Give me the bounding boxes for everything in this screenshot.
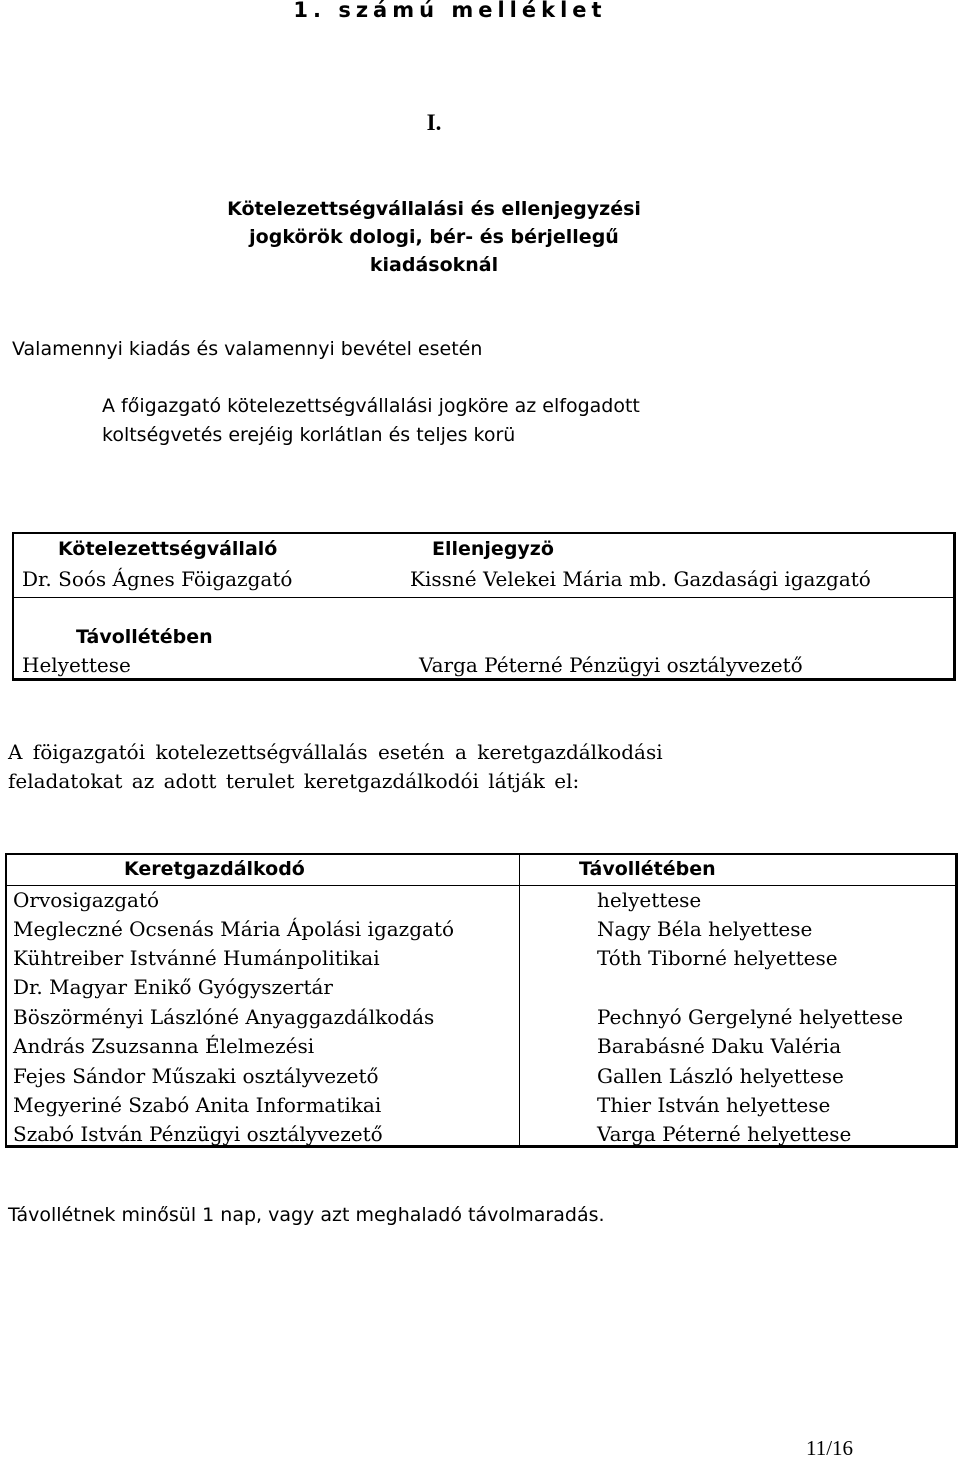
section-title [0, 195, 868, 279]
table-column-divider [519, 855, 520, 1145]
absence-definition: Távollétnek minősül 1 nap, vagy azt meghaladó távolmaradás. [8, 1204, 605, 1226]
table-cell-deputy: Varga Péterné helyettese [597, 1122, 852, 1146]
table-cell-manager: Orvosigazgató [13, 888, 160, 912]
table-cell-deputy: Tóth Tiborné helyettese [597, 946, 838, 970]
countersigner-name: Kissné Velekei Mária mb. Gazdasági igazgató [410, 567, 871, 591]
intro-line: Valamennyi kiadás és valamennyi bevétel esetén [12, 338, 483, 360]
table-cell-manager: Dr. Magyar Enikő Gyógyszertár [13, 975, 333, 999]
table-cell-deputy: helyettese [597, 888, 702, 912]
table-header-divider [7, 885, 955, 886]
page-number: 11/16 [806, 1436, 854, 1460]
table-cell-deputy: Thier István helyettese [597, 1093, 831, 1117]
table-cell-deputy: Nagy Béla helyettese [597, 917, 813, 941]
budget-managers-table [5, 853, 958, 1148]
title-line: jogkörök dologi, bér- és bérjellegű [249, 226, 619, 248]
annex-header: 1. számú melléklet [293, 0, 607, 22]
table-cell-deputy: Gallen László helyettese [597, 1064, 844, 1088]
absence-column-header: Távollétében [579, 858, 716, 880]
commitment-maker-name: Dr. Soós Ágnes Föigazgató [22, 567, 293, 591]
table-cell-deputy: Barabásné Daku Valéria [597, 1034, 842, 1058]
table-cell-manager: Megyeriné Szabó Anita Informatikai [13, 1093, 382, 1117]
budget-manager-header: Keretgazdálkodó [124, 858, 305, 880]
paragraph-line: A föigazgatói kotelezettségvállalás esetén a keretgazdálkodási [8, 740, 663, 764]
authority-table [12, 532, 956, 681]
table-cell-manager: Kühtreiber Istvánné Humánpolitikai [13, 946, 380, 970]
table-cell-manager: Szabó István Pénzügyi osztályvezető [13, 1122, 383, 1146]
intro-paragraph [102, 392, 822, 450]
table-divider [14, 597, 953, 598]
paragraph-line: feladatokat az adott terulet keretgazdálkodói látják el: [8, 769, 580, 793]
table-cell-deputy: Pechnyó Gergelyné helyettese [597, 1005, 904, 1029]
section-number: I. [426, 110, 442, 135]
table-cell-manager: Böszörményi Lászlóné Anyaggazdálkodás [13, 1005, 435, 1029]
table-cell-manager: Megleczné Ocsenás Mária Ápolási igazgató [13, 917, 455, 941]
commitment-maker-header: Kötelezettségvállaló [58, 538, 278, 560]
intro-line: koltségvetés erejéig korlátlan és teljes korü [102, 424, 516, 446]
deputy-label: Helyettese [22, 653, 131, 677]
deputy-name: Varga Péterné Pénzügyi osztályvezető [419, 653, 803, 677]
table-cell-manager: András Zsuzsanna Élelmezési [13, 1034, 315, 1058]
budget-paragraph [8, 738, 663, 796]
title-line: Kötelezettségvállalási és ellenjegyzési [227, 198, 641, 220]
countersigner-header: Ellenjegyzö [432, 538, 554, 560]
absence-header: Távollétében [76, 626, 213, 648]
intro-line: A főigazgató kötelezettségvállalási jogköre az elfogadott [102, 395, 640, 417]
table-cell-manager: Fejes Sándor Műszaki osztályvezető [13, 1064, 379, 1088]
title-line: kiadásoknál [369, 254, 499, 276]
